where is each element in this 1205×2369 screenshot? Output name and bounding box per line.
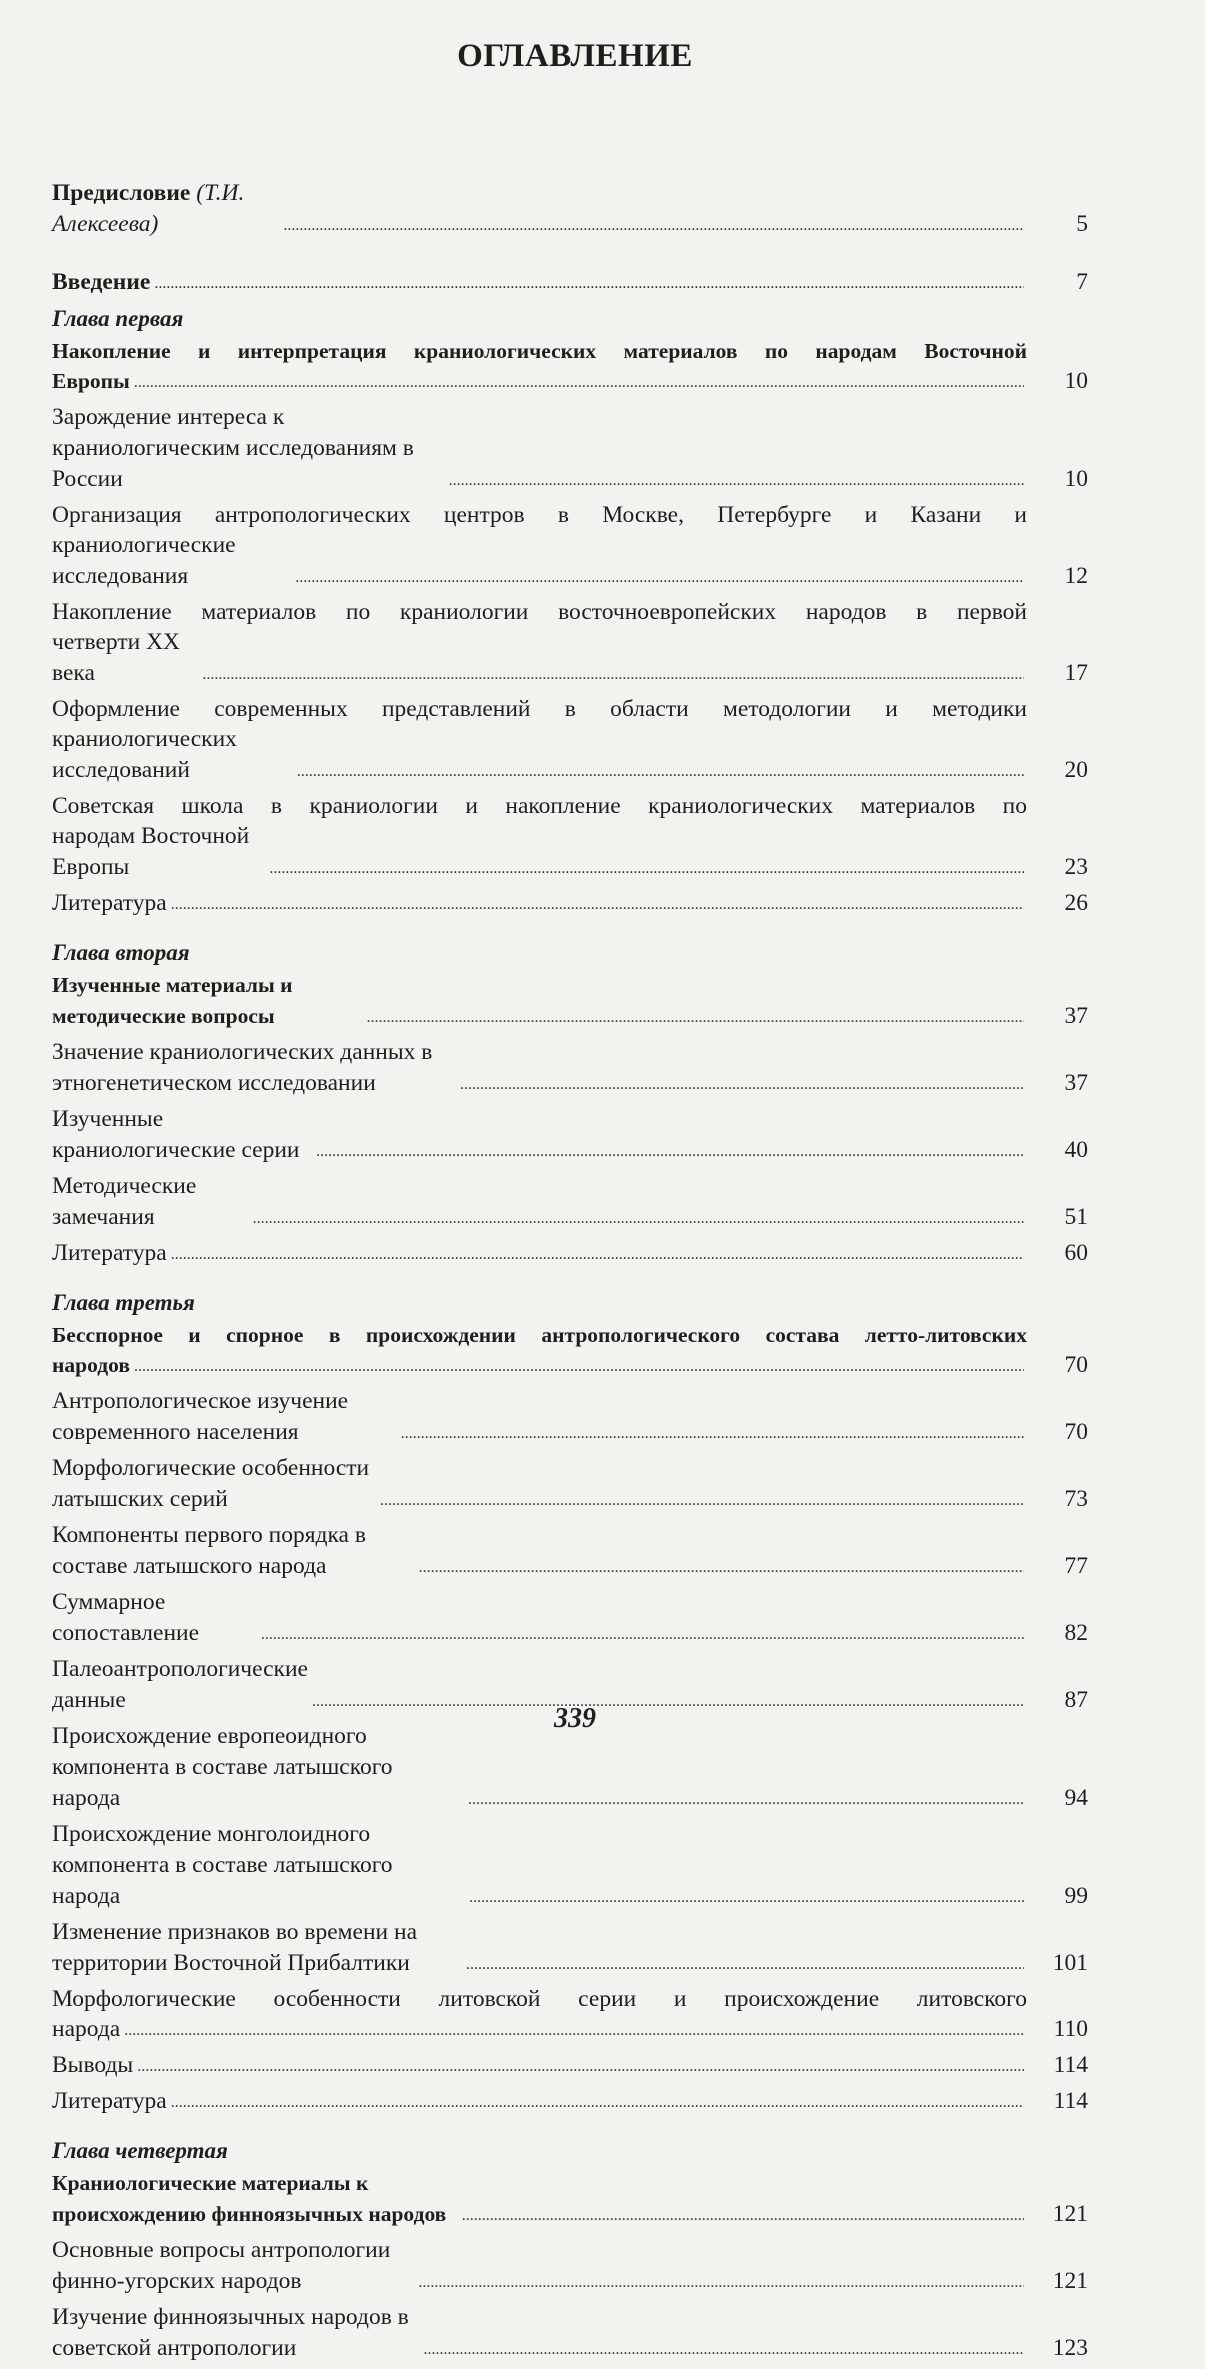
toc-entry-ch3-title: [52, 1350, 1088, 1381]
dot-leader: [253, 1212, 1024, 1226]
page-ref: 94: [1064, 1785, 1088, 1811]
toc-entry: [52, 2086, 1088, 2117]
intro-label: Введение: [52, 269, 151, 295]
page-ref: 99: [1064, 1883, 1088, 1909]
toc-entry: [52, 1386, 1088, 1448]
toc-entry: [52, 1917, 1088, 1979]
dot-leader: [171, 898, 1024, 912]
entry-text: Происхождение монголоидного компонента в составе латышского народа: [52, 1821, 393, 1909]
entry-text: Значение краниологических данных в этногенетическом исследовании: [52, 1039, 433, 1096]
dot-leader: [261, 1628, 1024, 1642]
toc-entry-ch4-title: [52, 2168, 1088, 2230]
preface-author: (Т.И. Алексеева): [52, 180, 245, 237]
entry-text-line1: Советская школа в краниологии и накопление краниологических материалов по: [52, 793, 1027, 819]
page-title: ОГЛАВЛЕНИЕ: [457, 38, 693, 74]
entry-text: Изменение признаков во времени на территории Восточной Прибалтики: [52, 1919, 417, 1976]
dot-leader: [202, 668, 1024, 682]
toc-entry: [52, 1238, 1088, 1269]
entry-text: Основные вопросы антропологии финно-угорских народов: [52, 2237, 391, 2294]
chapter-heading-4: Глава четвертая: [52, 2138, 228, 2163]
entry-text: Методические замечания: [52, 1173, 197, 1230]
dot-leader: [124, 2024, 1024, 2038]
page-ref: 121: [1052, 2268, 1088, 2294]
toc-entry-ch1-title: [52, 366, 1088, 397]
preface-label: Предисловие: [52, 180, 191, 206]
dot-leader: [316, 1145, 1024, 1159]
entry-text: Выводы: [52, 2052, 134, 2078]
entry-text: Литература: [52, 890, 167, 916]
entry-text-line2: краниологических исследований: [52, 726, 237, 783]
chapter-heading-1: Глава первая: [52, 306, 184, 331]
toc-entry: [52, 530, 1088, 592]
entry-text: Компоненты первого порядка в составе латышского народа: [52, 1522, 366, 1579]
toc-entry: [52, 1104, 1088, 1166]
page-ref: 20: [1064, 757, 1088, 783]
toc-entry: [52, 1587, 1088, 1649]
toc-entry: [52, 2014, 1088, 2045]
entry-text-line2: четверти XX века: [52, 629, 181, 686]
toc-entry: [52, 1520, 1088, 1582]
page-ref: 82: [1064, 1620, 1088, 1646]
page-ref: 114: [1053, 2052, 1088, 2078]
toc-entry-preface: [52, 178, 1088, 240]
dot-leader: [462, 2209, 1024, 2223]
entry-text-line2: краниологические исследования: [52, 532, 236, 589]
page-ref: 7: [1076, 269, 1088, 295]
page-ref: 114: [1053, 2088, 1088, 2114]
dot-leader: [419, 1561, 1024, 1575]
entry-text-line1: Накопление материалов по краниологии восточноевропейских народов в первой: [52, 599, 1027, 625]
entry-text: Суммарное сопоставление: [52, 1589, 200, 1646]
entry-text-line1: Морфологические особенности литовской серии и происхождение литовского: [52, 1986, 1027, 2012]
chapter-title-1-line2: Европы: [52, 369, 130, 393]
toc-entry: [52, 1819, 1088, 1912]
page-ref: 73: [1064, 1486, 1088, 1512]
dot-leader: [171, 1248, 1024, 1262]
entry-text: Антропологическое изучение современного населения: [52, 1388, 349, 1445]
page-ref: 37: [1064, 1070, 1088, 1096]
dot-leader: [423, 2343, 1024, 2357]
toc-entry: [52, 888, 1088, 919]
chapter-title-2: Изученные материалы и методические вопросы: [52, 973, 293, 1028]
toc-entry: [52, 1037, 1088, 1099]
dot-leader: [460, 1078, 1024, 1092]
entry-text: Происхождение европеоидного компонента в составе латышского народа: [52, 1723, 393, 1811]
page-number: 339: [554, 1703, 596, 1734]
page-ref: 77: [1064, 1553, 1088, 1579]
chapter-title-1-line1: Накопление и интерпретация краниологических материалов по народам Восточной: [52, 339, 1027, 363]
toc-entry: [52, 2302, 1088, 2364]
page-ref: 60: [1064, 1240, 1088, 1266]
entry-text-line2: народа: [52, 2016, 121, 2042]
dot-leader: [134, 376, 1024, 390]
page-ref: 51: [1064, 1204, 1088, 1230]
dot-leader: [134, 1360, 1024, 1374]
dot-leader: [468, 1793, 1024, 1807]
chapter-heading-2: Глава вторая: [52, 940, 190, 965]
page-ref: 110: [1053, 2016, 1088, 2042]
dot-leader: [269, 862, 1024, 876]
dot-leader: [154, 277, 1024, 291]
page-ref: 10: [1064, 368, 1088, 394]
dot-leader: [283, 219, 1024, 233]
dot-leader: [297, 765, 1024, 779]
table-of-contents: [52, 178, 1088, 2369]
page-ref: 40: [1064, 1137, 1088, 1163]
entry-text: Морфологические особенности латышских серий: [52, 1455, 370, 1512]
toc-entry-ch2-title: [52, 970, 1088, 1032]
dot-leader: [466, 1958, 1024, 1972]
entry-text: Изученные краниологические серии: [52, 1106, 300, 1163]
entry-text-line1: Организация антропологических центров в Москве, Петербурге и Казани и: [52, 502, 1027, 528]
chapter-title-3-line2: народов: [52, 1353, 130, 1377]
page-ref: 10: [1064, 466, 1088, 492]
page-ref: 121: [1052, 2201, 1088, 2227]
page-ref: 123: [1052, 2335, 1088, 2361]
dot-leader: [449, 474, 1024, 488]
toc-entry-intro: [52, 267, 1088, 298]
dot-leader: [295, 571, 1024, 585]
toc-entry: [52, 1453, 1088, 1515]
dot-leader: [401, 1427, 1024, 1441]
page-ref: 17: [1064, 660, 1088, 686]
entry-text-line1: Оформление современных представлений в области методологии и методики: [52, 696, 1027, 722]
entry-text: Палеоантропологические данные: [52, 1656, 308, 1713]
chapter-title-3-line1: Бесспорное и спорное в происхождении антропологического состава летто-литовских: [52, 1323, 1027, 1347]
entry-text: Литература: [52, 1240, 167, 1266]
page-ref: 23: [1064, 854, 1088, 880]
page-ref: 26: [1064, 890, 1088, 916]
chapter-heading-3: Глава третья: [52, 1290, 195, 1315]
chapter-title-4: Краниологические материалы к происхождению финноязычных народов: [52, 2171, 447, 2226]
dot-leader: [418, 2276, 1024, 2290]
dot-leader: [137, 2060, 1024, 2074]
dot-leader: [367, 1011, 1024, 1025]
entry-text-line2: народам Восточной Европы: [52, 823, 250, 880]
entry-text: Литература: [52, 2088, 167, 2114]
page-ref: 12: [1064, 563, 1088, 589]
dot-leader: [469, 1891, 1024, 1905]
dot-leader: [380, 1494, 1024, 1508]
page-ref: 87: [1064, 1687, 1088, 1713]
toc-entry: [52, 402, 1088, 495]
toc-entry: [52, 1171, 1088, 1233]
page-ref: 70: [1064, 1419, 1088, 1445]
page-ref: 37: [1064, 1003, 1088, 1029]
dot-leader: [171, 2096, 1024, 2110]
page-ref: 101: [1052, 1950, 1088, 1976]
entry-text: Зарождение интереса к краниологическим исследованиям в России: [52, 404, 414, 492]
toc-entry: [52, 2050, 1088, 2081]
toc-entry: [52, 627, 1088, 689]
entry-text: Изучение финноязычных народов в советской антропологии: [52, 2304, 409, 2361]
toc-entry: [52, 2235, 1088, 2297]
page-ref: 70: [1064, 1352, 1088, 1378]
toc-entry: [52, 821, 1088, 883]
page-ref: 5: [1076, 211, 1088, 237]
toc-entry: [52, 724, 1088, 786]
